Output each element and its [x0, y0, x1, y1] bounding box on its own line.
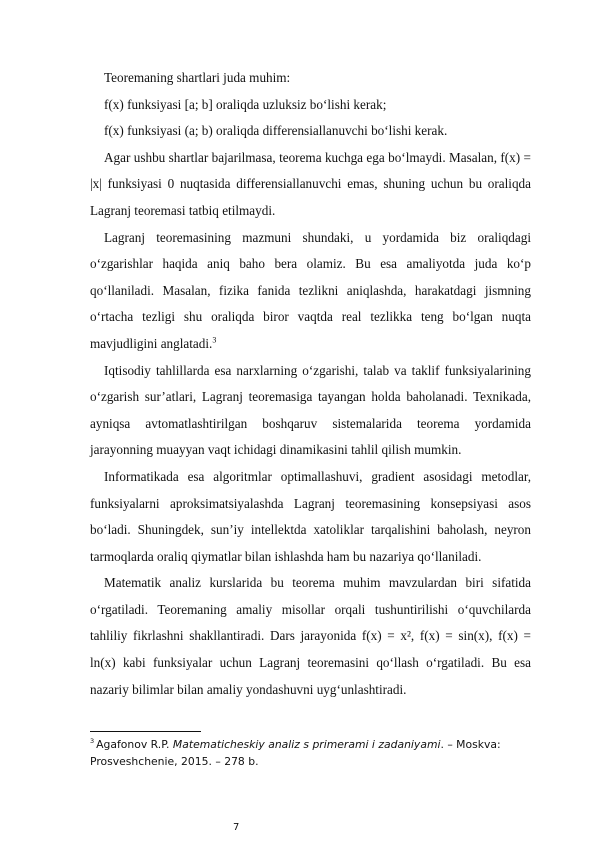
paragraph-meaning-text: Lagranj teoremasining mazmuni shundaki, u yordamida biz oraliqdagi o‘zgarishlar haqida aniq baho bera olamiz. Bu esa amaliyotda juda ko‘p qo‘llaniladi. Masalan, fizika fanida tezlikni aniqlashda, harakatdagi jismning o‘rtacha tezligi shu oraliqda biror vaqtda real tezlikka teng bo‘lgan nuqta mavjudligini anglatadi. [90, 229, 531, 351]
footnote-author: Agafonov R.P. [96, 738, 173, 751]
condition-continuity: f(x) funksiyasi [a; b] oraliqda uzluksiz bo‘lishi kerak; [104, 96, 387, 112]
paragraph-informatics: Informatikada esa algoritmlar optimallashuvi, gradient asosidagi metodlar, funksiyalarni aproksimatsiyalashda Lagranj teoremasining konsepsiyasi asos bo‘ladi. Shuningdek, sun’iy intellektda xatoliklar tarqalishini baholash, neyron tarmoqlarda oraliq qiymatlar bilan ishlashda ham bu nazariya qo‘llaniladi. [90, 468, 531, 564]
body-text [90, 65, 531, 703]
footnote [90, 736, 540, 770]
footnote-title: Matematicheskiy analiz s primerami i zadaniyami [172, 738, 441, 751]
paragraph-counterexample: Agar ushbu shartlar bajarilmasa, teorema kuchga ega bo‘lmaydi. Masalan, f(x) = |x| funksiyasi 0 nuqtasida differensiallanuvchi emas, shuning uchun bu oraliqda Lagranj teoremasi tatbiq etilmaydi. [90, 149, 531, 218]
footnote-separator [90, 731, 201, 732]
paragraph-meaning [90, 225, 531, 358]
paragraph-economics: Iqtisodiy tahlillarda esa narxlarning o‘zgarishi, talab va taklif funksiyalarining o‘zgarish sur’atlari, Lagranj teoremasiga tayangan holda baholanadi. Texnikada, ayniqsa avtomatlashtirilgan boshqaruv sistemalarida teorema yordamida jarayonning muayyan vaqt ichidagi dinamikasini tahlil qilish mumkin. [90, 362, 531, 458]
footnote-reference[interactable]: 3 [212, 335, 217, 345]
paragraph-intro: Teoremaning shartlari juda muhim: [104, 70, 291, 85]
footnote-publication: . – Moskva: Prosveshchenie, 2015. – 278 b. [90, 738, 501, 768]
paragraph-teaching: Matematik analiz kurslarida bu teorema muhim mavzulardan biri sifatida o‘rgatiladi. Teoremaning amaliy misollar orqali tushuntirilishi o‘quvchilarda tahliliy fikrlashni shakllantiradi. Dars jarayonida f(x) = x², f(x) = sin(x), f(x) = ln(x) kabi funksiyalar uchun Lagranj teoremasini qo‘llash o‘rgatiladi. Bu esa nazariy bilimlar bilan amaliy yondashuvni uyg‘unlashtiradi. [90, 575, 531, 697]
page-number: 7 [233, 822, 240, 833]
footnote-mark: 3 [90, 737, 95, 746]
condition-differentiability: f(x) funksiyasi (a; b) oraliqda differensiallanuvchi bo‘lishi kerak. [104, 123, 448, 139]
